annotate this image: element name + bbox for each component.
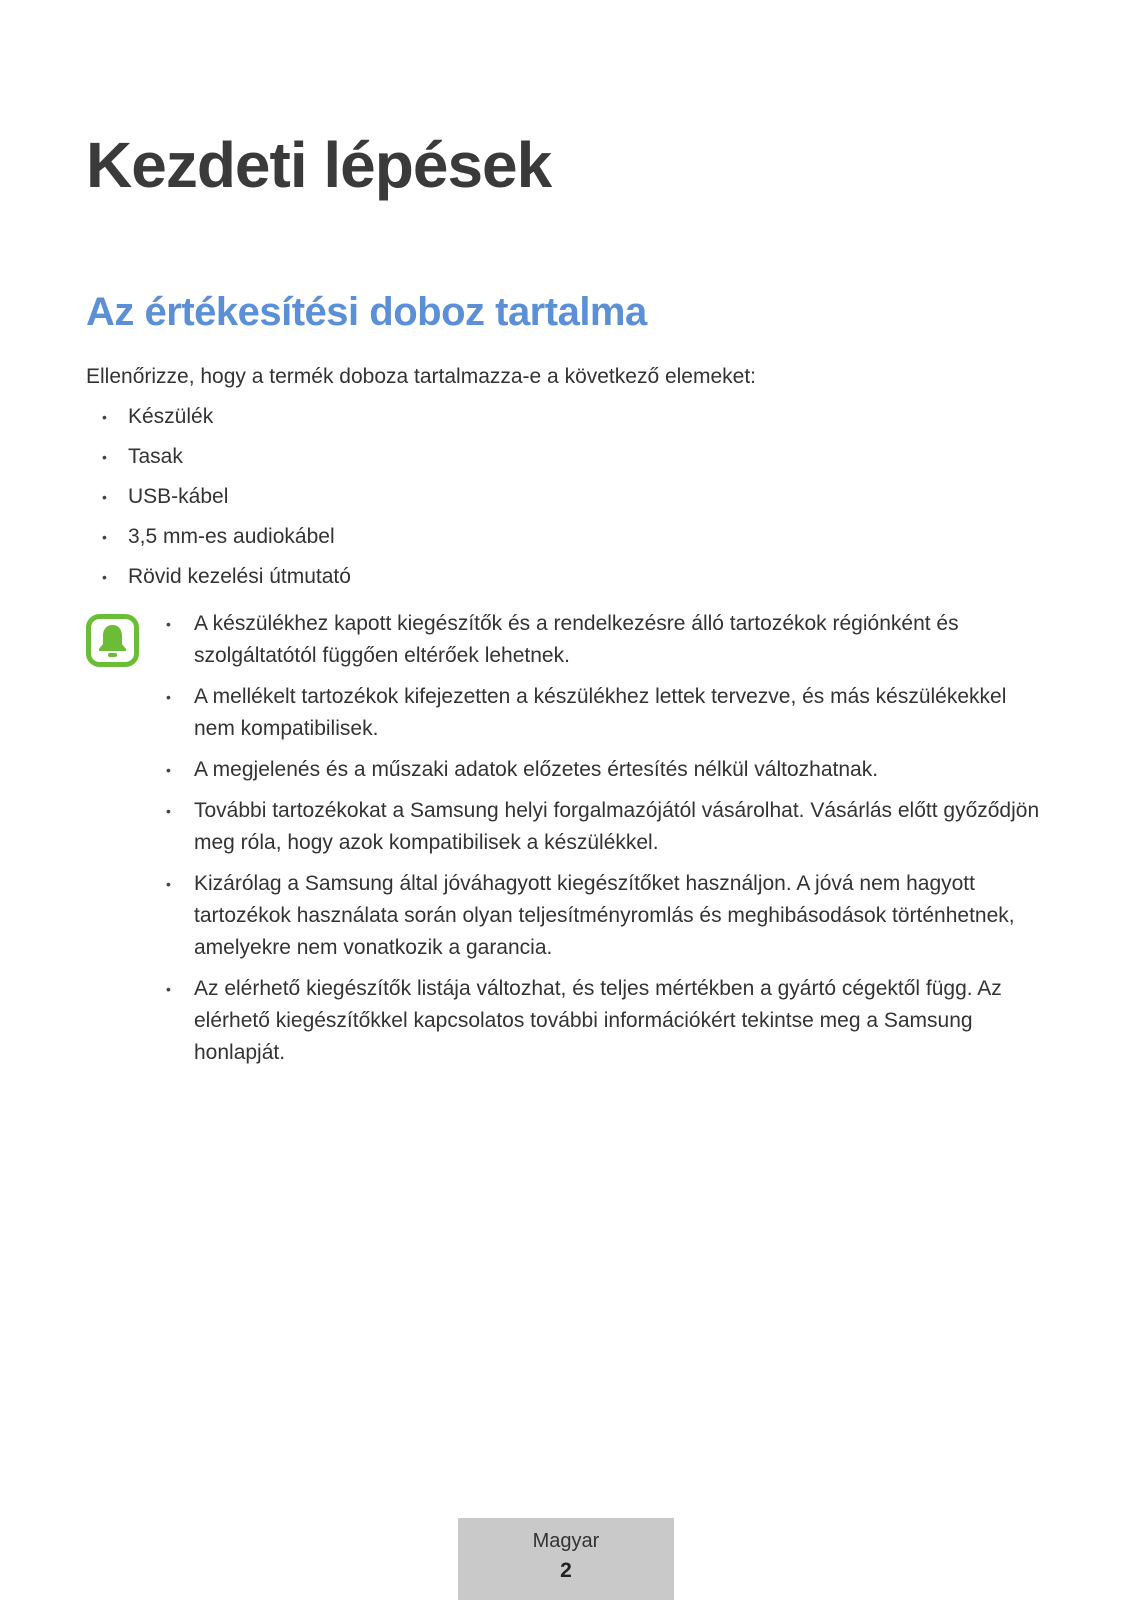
bullet-dot: •	[166, 616, 171, 632]
list-item	[86, 562, 351, 602]
bullet-dot: •	[166, 876, 171, 892]
note-item	[166, 681, 1046, 745]
section-heading: Az értékesítési doboz tartalma	[86, 290, 647, 334]
list-item-label: 3,5 mm-es audiokábel	[128, 525, 335, 548]
bullet-dot: •	[102, 569, 107, 585]
bullet-dot: •	[102, 449, 107, 465]
list-item-label: Készülék	[128, 405, 214, 428]
note-text: A megjelenés és a műszaki adatok előzetes értesítés nélkül változhatnak.	[194, 758, 879, 781]
note-text: További tartozékokat a Samsung helyi forgalmazójától vásárolhat. Vásárlás előtt győződjön meg róla, hogy azok kompatibilisek a készülékkel.	[194, 799, 1040, 854]
page-number: 2	[560, 1559, 572, 1582]
list-item-label: USB-kábel	[128, 485, 229, 508]
note-text: A készülékhez kapott kiegészítők és a rendelkezésre álló tartozékok régiónként és szolgáltatótól függően eltérőek lehetnek.	[194, 612, 959, 667]
list-item-label: Tasak	[128, 445, 183, 468]
note-item	[166, 754, 1046, 786]
list-item	[86, 522, 351, 562]
footer-language: Magyar	[532, 1530, 600, 1552]
note-text: A mellékelt tartozékok kifejezetten a készülékhez lettek tervezve, és más készülékekkel nem kompatibilisek.	[194, 685, 1007, 740]
bullet-dot: •	[166, 689, 171, 705]
note-item	[166, 608, 1046, 672]
bullet-dot: •	[166, 981, 171, 997]
intro-text: Ellenőrizze, hogy a termék doboza tartalmazza-e a következő elemeket:	[86, 365, 757, 388]
note-item	[166, 795, 1046, 859]
list-item	[86, 442, 351, 482]
list-item-label: Rövid kezelési útmutató	[128, 565, 351, 588]
note-text: Kizárólag a Samsung által jóváhagyott kiegészítőket használjon. A jóvá nem hagyott tartozékok használata során olyan teljesítményromlás és meghibásodások történhetnek, amelyekre nem vonatkozik a garancia.	[194, 872, 1015, 959]
bullet-dot: •	[102, 529, 107, 545]
bullet-dot: •	[102, 489, 107, 505]
notes-list	[166, 608, 1046, 1078]
list-item	[86, 482, 351, 522]
bullet-dot: •	[166, 762, 171, 778]
page-footer	[458, 1518, 674, 1600]
list-item	[86, 402, 351, 442]
note-text: Az elérhető kiegészítők listája változhat, és teljes mértékben a gyártó cégektől függ. Az elérhető kiegészítőkkel kapcsolatos további információkért tekintse meg a Samsung honlapját.	[194, 977, 1002, 1064]
note-item	[166, 868, 1046, 964]
bullet-dot: •	[102, 409, 107, 425]
page-title: Kezdeti lépések	[86, 129, 552, 201]
notification-bell-icon	[86, 614, 139, 667]
bullet-dot: •	[166, 803, 171, 819]
note-item	[166, 973, 1046, 1069]
box-contents-list	[86, 402, 351, 602]
